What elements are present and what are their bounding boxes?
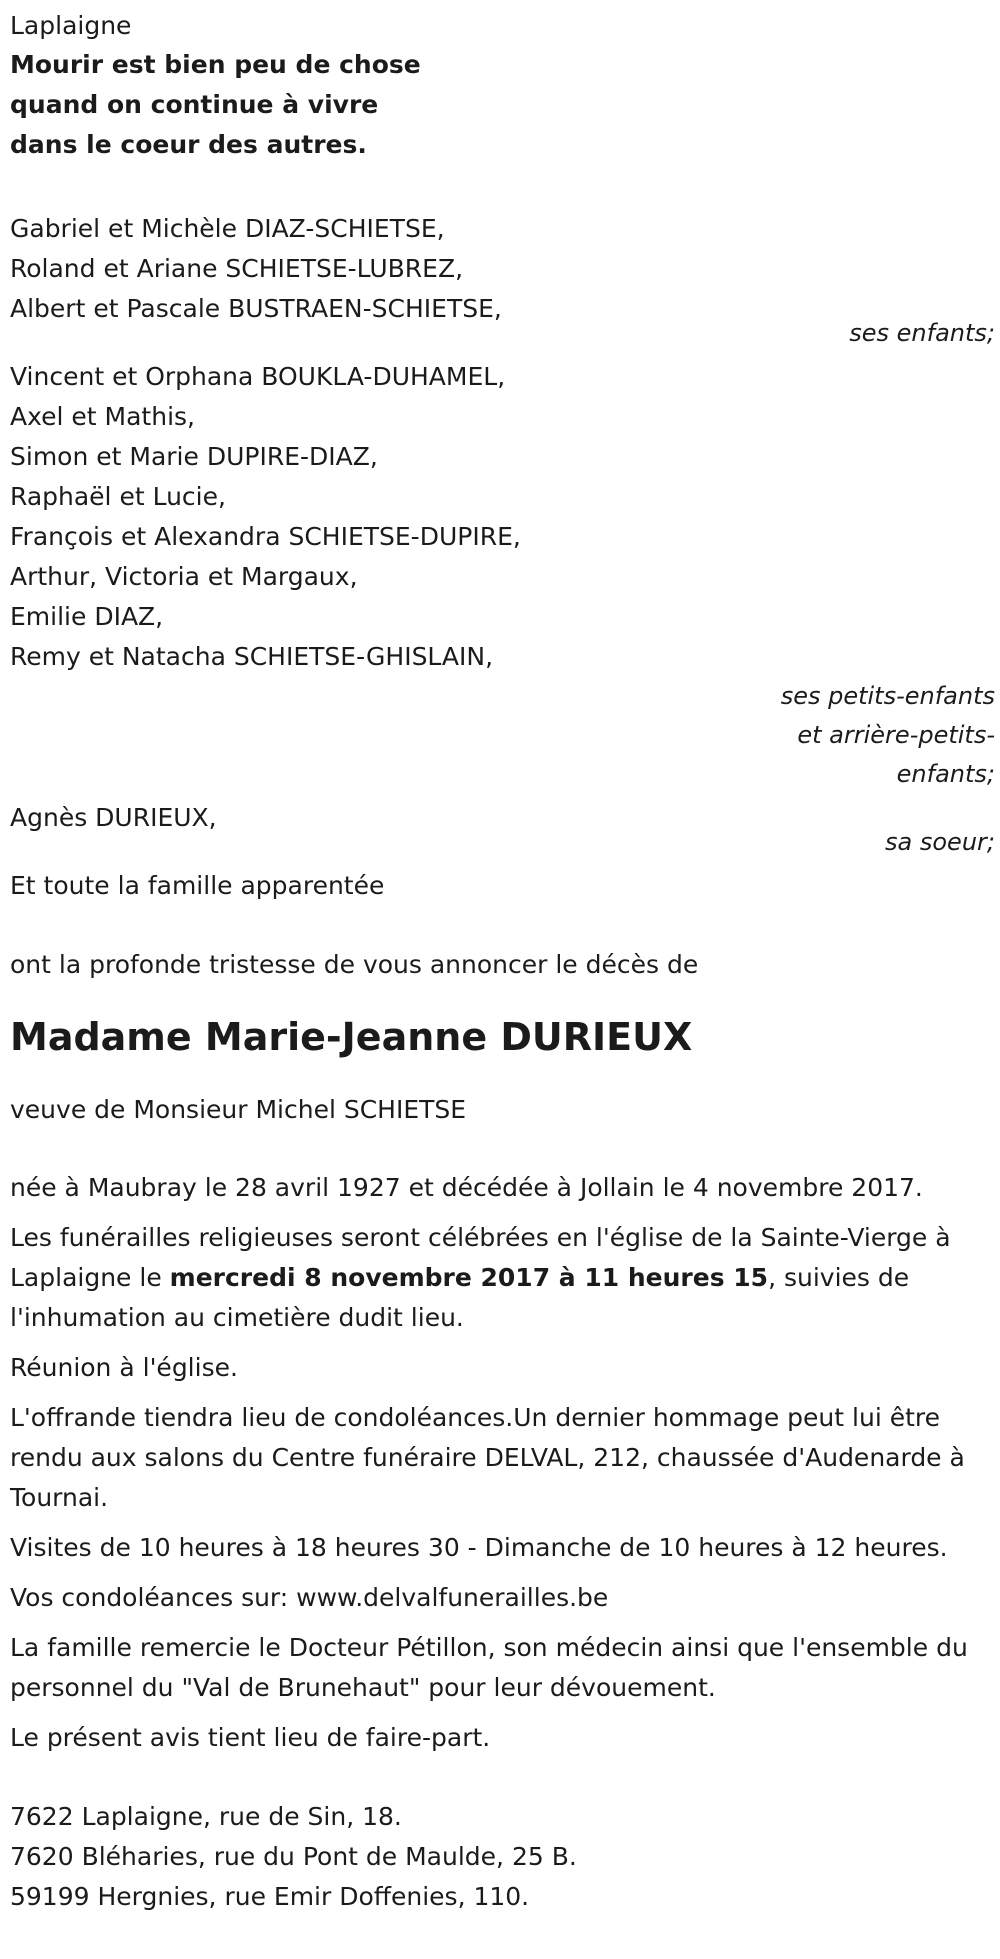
- relation-label: ses enfants;: [849, 319, 995, 347]
- offering-info: L'offrande tiendra lieu de condoléances.Un dernier hommage peut lui être rendu aux salons du Centre funéraire DELVAL, 212, chaussée d'Audenarde à Tournai.: [10, 1403, 965, 1512]
- obituary-page: [0, 6, 1000, 1959]
- funeral-date: mercredi 8 novembre 2017 à 11 heures 15: [169, 1263, 769, 1292]
- quote-line: dans le coeur des autres.: [10, 130, 367, 159]
- family-member: Emilie DIAZ,: [10, 602, 164, 631]
- address-line: 59199 Hergnies, rue Emir Doffenies, 110.: [10, 1882, 530, 1911]
- quote-line: Mourir est bien peu de chose: [10, 50, 421, 79]
- family-member: Gabriel et Michèle DIAZ-SCHIETSE,: [10, 214, 445, 243]
- family-member: Arthur, Victoria et Margaux,: [10, 562, 358, 591]
- visits-info: Visites de 10 heures à 18 heures 30 - Dimanche de 10 heures à 12 heures.: [10, 1533, 948, 1562]
- grandchildren-block: [10, 357, 995, 794]
- quote-line: quand on continue à vivre: [10, 90, 379, 119]
- family-member: Albert et Pascale BUSTRAEN-SCHIETSE,: [10, 294, 502, 323]
- widow-line: veuve de Monsieur Michel SCHIETSE: [10, 1095, 467, 1124]
- announce-line: ont la profonde tristesse de vous annoncer le décès de: [10, 950, 699, 979]
- funeral-text: , suivies de l'inhumation au cimetière dudit lieu.: [10, 1263, 910, 1332]
- family-member: Simon et Marie DUPIRE-DIAZ,: [10, 442, 378, 471]
- funeral-text: Les funérailles religieuses seront célébrées en l'église de la Sainte-Vierge à Laplaigne le: [10, 1223, 951, 1292]
- family-member: Raphaël et Lucie,: [10, 482, 226, 511]
- family-member: Axel et Mathis,: [10, 402, 195, 431]
- meeting-info: Réunion à l'église.: [10, 1353, 238, 1382]
- family-member: Roland et Ariane SCHIETSE-LUBREZ,: [10, 254, 464, 283]
- funeral-info: [10, 1218, 995, 1338]
- children-block: [10, 209, 995, 353]
- birth-death: née à Maubray le 28 avril 1927 et décédée à Jollain le 4 novembre 2017.: [10, 1173, 923, 1202]
- place-name: Laplaigne: [10, 11, 132, 40]
- family-member: Remy et Natacha SCHIETSE-GHISLAIN,: [10, 642, 494, 671]
- relation-label: ses petits-enfants et arrière-petits- enfants;: [780, 682, 995, 788]
- family-member: Vincent et Orphana BOUKLA-DUHAMEL,: [10, 362, 506, 391]
- addresses-block: [10, 1797, 995, 1917]
- family-line: Et toute la famille apparentée: [10, 871, 385, 900]
- condolences-info: Vos condoléances sur: www.delvalfunerailles.be: [10, 1583, 609, 1612]
- quote-block: [10, 45, 995, 165]
- notice-info: Le présent avis tient lieu de faire-part.: [10, 1723, 491, 1752]
- thanks-info: La famille remercie le Docteur Pétillon, son médecin ainsi que l'ensemble du personnel du "Val de Brunehaut" pour leur dévouement.: [10, 1633, 968, 1702]
- deceased-name: Madame Marie-Jeanne DURIEUX: [10, 1015, 693, 1059]
- address-line: 7622 Laplaigne, rue de Sin, 18.: [10, 1802, 402, 1831]
- family-member: Agnès DURIEUX,: [10, 803, 217, 832]
- address-line: 7620 Bléharies, rue du Pont de Maulde, 25 B.: [10, 1842, 577, 1871]
- sister-block: [10, 798, 995, 862]
- obituary-body: [10, 6, 995, 1917]
- family-member: François et Alexandra SCHIETSE-DUPIRE,: [10, 522, 521, 551]
- relation-label: sa soeur;: [885, 828, 995, 856]
